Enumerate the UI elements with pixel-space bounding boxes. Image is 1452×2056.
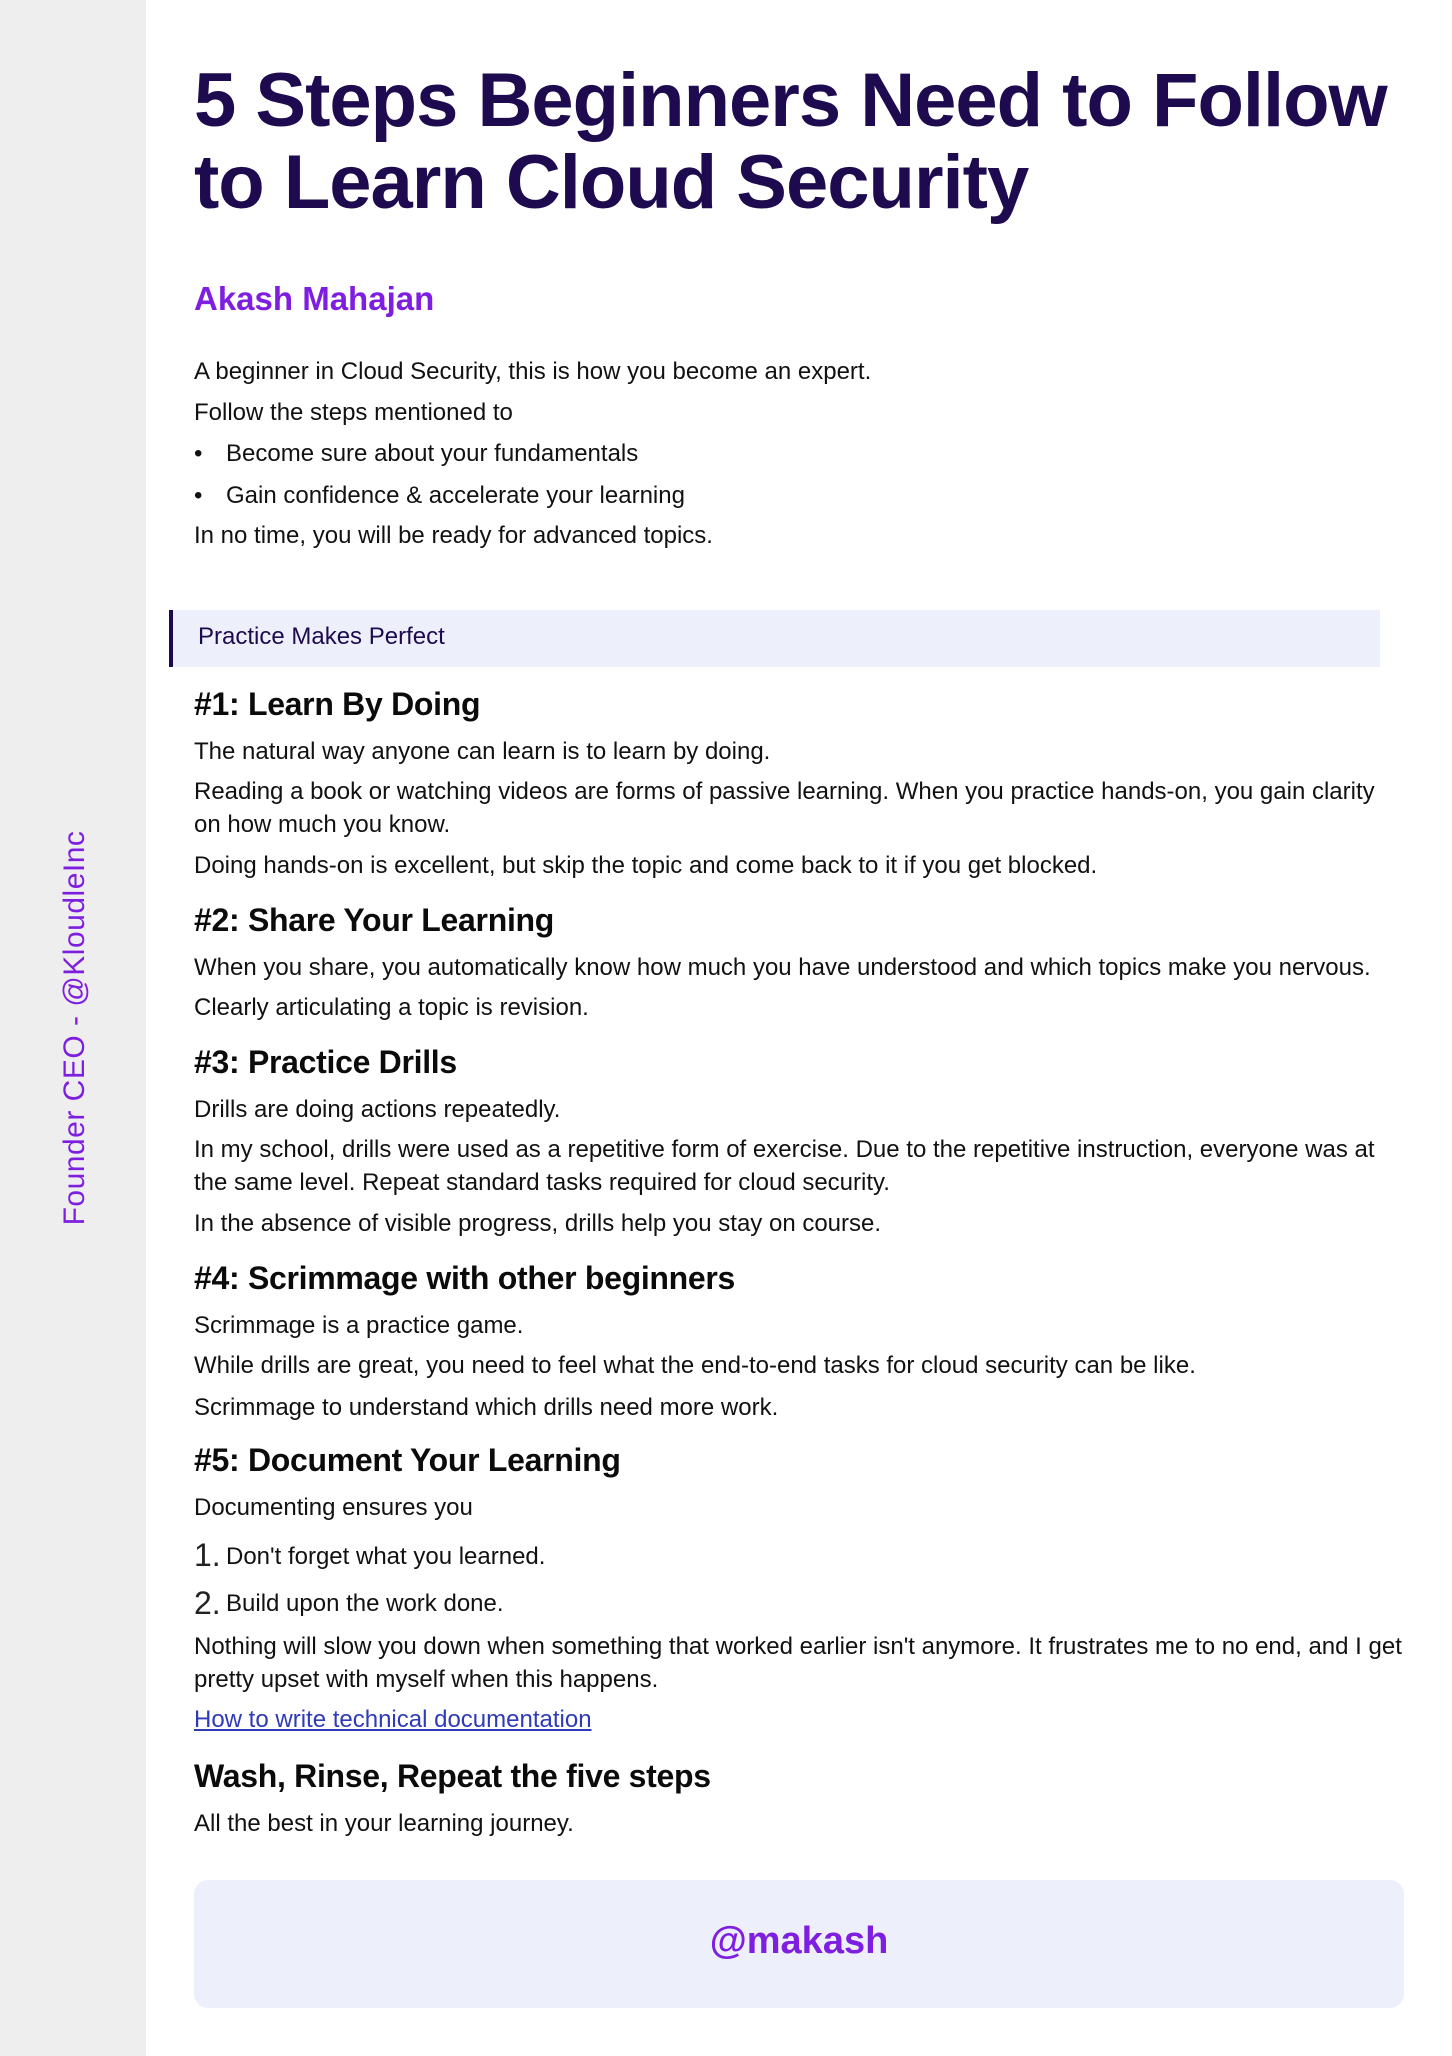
footer-handle: @makash — [709, 1920, 889, 1962]
step-4-heading: #4: Scrimmage with other beginners — [194, 1260, 736, 1296]
step-3-heading: #3: Practice Drills — [194, 1044, 457, 1080]
step-4-para-1: Scrimmage is a practice game. — [194, 1312, 524, 1339]
step-1-heading: #1: Learn By Doing — [194, 686, 481, 722]
step-3-para-2: In my school, drills were used as a repetitive form of exercise. Due to the repetitive instruction, everyone was at the same level. Repeat standard tasks required for cloud security. — [194, 1136, 1375, 1196]
step-5-para-1: Documenting ensures you — [194, 1494, 473, 1521]
step-4-para-2: While drills are great, you need to feel what the end-to-end tasks for cloud security can be like. — [194, 1352, 1196, 1379]
list-number: 2. — [194, 1585, 221, 1621]
list-item-text: Don't forget what you learned. — [226, 1543, 546, 1570]
footer-box — [194, 1880, 1404, 2008]
callout-box — [169, 610, 1380, 667]
step-1-para-3: Doing hands-on is excellent, but skip the topic and come back to it if you get blocked. — [194, 852, 1098, 879]
step-3-para-3: In the absence of visible progress, drills help you stay on course. — [194, 1210, 882, 1237]
sidebar-caption: Founder CEO - @KloudleInc — [58, 830, 91, 1226]
step-5-heading: #5: Document Your Learning — [194, 1442, 621, 1478]
intro-line-1: A beginner in Cloud Security, this is how you become an expert. — [194, 358, 872, 385]
step-2-para-2: Clearly articulating a topic is revision. — [194, 994, 589, 1021]
step-4-para-3: Scrimmage to understand which drills need more work. — [194, 1394, 779, 1421]
step-2-para-1: When you share, you automatically know how much you have understood and which topics make you nervous. — [194, 954, 1371, 981]
step-5-after: Nothing will slow you down when something that worked earlier isn't anymore. It frustrates me to no end, and I get pretty upset with myself when this happens. — [194, 1633, 1402, 1693]
bullet-dot: • — [194, 482, 203, 509]
sidebar — [0, 0, 146, 2056]
closing-heading: Wash, Rinse, Repeat the five steps — [194, 1758, 711, 1794]
step-3-para-1: Drills are doing actions repeatedly. — [194, 1096, 561, 1123]
author-name: Akash Mahajan — [194, 280, 435, 317]
step-1-para-1: The natural way anyone can learn is to learn by doing. — [194, 738, 771, 765]
list-item-text: Build upon the work done. — [226, 1590, 504, 1617]
list-item-text: Gain confidence & accelerate your learning — [226, 482, 685, 509]
page-title: 5 Steps Beginners Need to Follow to Learn Cloud Security — [194, 58, 1387, 225]
step-1-para-2: Reading a book or watching videos are forms of passive learning. When you practice hands-on, you gain clarity on how much you know. — [194, 778, 1375, 838]
bullet-dot: • — [194, 440, 203, 467]
list-item-text: Become sure about your fundamentals — [226, 440, 639, 467]
documentation-link[interactable]: How to write technical documentation — [194, 1706, 592, 1733]
callout-text: Practice Makes Perfect — [198, 623, 445, 650]
intro-line-3: In no time, you will be ready for advanced topics. — [194, 522, 713, 549]
list-number: 1. — [194, 1537, 221, 1573]
closing-text: All the best in your learning journey. — [194, 1810, 574, 1837]
intro-line-2: Follow the steps mentioned to — [194, 399, 513, 426]
step-2-heading: #2: Share Your Learning — [194, 902, 555, 938]
